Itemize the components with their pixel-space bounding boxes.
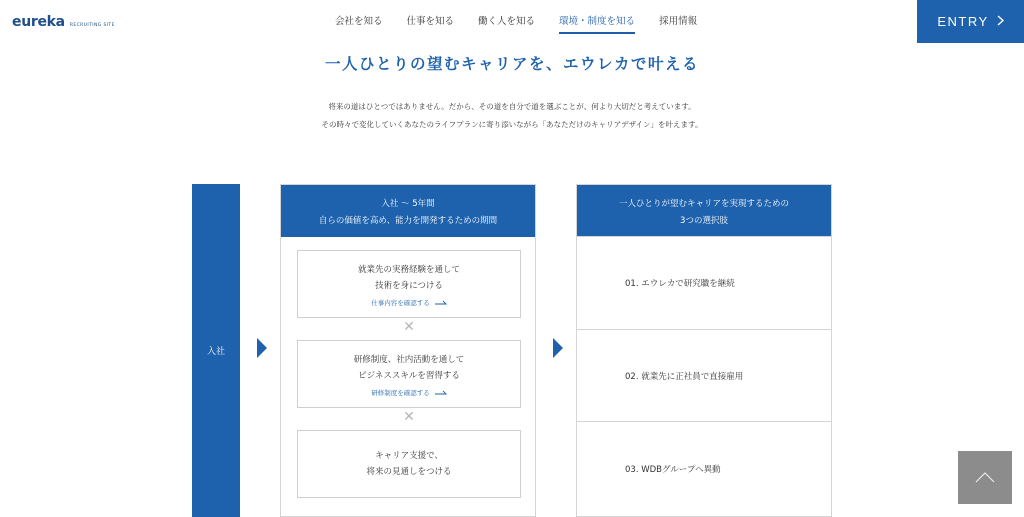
entry-column-label: 入社 bbox=[206, 347, 225, 357]
nav-item-company[interactable]: 会社を知る bbox=[335, 16, 383, 27]
link-label: 研修制度を確認する bbox=[371, 388, 430, 397]
flow-arrow-right-icon bbox=[257, 338, 267, 358]
logo-wordmark: eureka bbox=[12, 14, 65, 30]
back-to-top-button[interactable] bbox=[958, 451, 1012, 504]
phase-panel bbox=[280, 184, 536, 517]
logo-subtitle: RECRUITING SITE bbox=[69, 23, 115, 28]
box-text-line: 就業先の実務経験を通して bbox=[357, 264, 460, 275]
entry-button-label: ENTRY bbox=[937, 14, 989, 29]
box-text-line: 将来の見通しをつける bbox=[366, 467, 452, 477]
phase-box-career-support bbox=[297, 430, 521, 498]
section-description-line-1: 将来の道はひとつではありません。だから、その道を自分で道を選ぶことが、何より大切だと考えています。 bbox=[328, 102, 696, 111]
flow-arrow-right-icon bbox=[553, 338, 563, 358]
global-nav bbox=[323, 0, 709, 44]
check-work-link[interactable] bbox=[371, 298, 447, 307]
options-subheading: 3つの選択肢 bbox=[680, 215, 728, 226]
times-icon: ✕ bbox=[403, 409, 415, 425]
site-header bbox=[0, 0, 1024, 44]
section-description-line-2: その時々で変化していくあなたのライフプランに寄り添いながら「あなただけのキャリアデザイン」を叶えます。 bbox=[321, 120, 703, 129]
option-item bbox=[577, 329, 831, 421]
long-arrow-right-icon bbox=[435, 390, 447, 395]
section-title: 一人ひとりの望むキャリアを、エウレカで叶える bbox=[324, 55, 699, 73]
option-label: 03. WDBグループへ異動 bbox=[625, 465, 721, 475]
chevron-right-icon bbox=[997, 15, 1004, 29]
box-text-line: ビジネススキルを習得する bbox=[358, 370, 460, 381]
box-text-line: キャリア支援で、 bbox=[375, 451, 443, 461]
option-label: 01. エウレカで研究職を継続 bbox=[625, 279, 735, 289]
box-text-line: 研修制度、社内活動を通して bbox=[353, 354, 465, 365]
options-panel bbox=[576, 184, 832, 517]
phase-period: 入社 〜 5年間 bbox=[381, 198, 435, 209]
option-item bbox=[577, 236, 831, 329]
link-label: 仕事内容を確認する bbox=[371, 298, 430, 307]
chevron-up-icon bbox=[975, 472, 995, 483]
phase-box-training bbox=[297, 340, 521, 408]
box-text-line: 技術を身につける bbox=[375, 280, 443, 291]
phase-box-practical bbox=[297, 250, 521, 318]
check-training-link[interactable] bbox=[371, 388, 447, 397]
eureka-logo[interactable] bbox=[12, 14, 115, 30]
option-label: 02. 就業先に正社員で直接雇用 bbox=[625, 371, 744, 382]
entry-button[interactable] bbox=[917, 0, 1024, 43]
options-heading: 一人ひとりが望むキャリアを実現するための bbox=[618, 198, 789, 209]
nav-item-environment[interactable]: 環境・制度を知る bbox=[547, 0, 647, 44]
options-panel-header bbox=[577, 185, 831, 237]
nav-item-work[interactable]: 仕事を知る bbox=[406, 16, 455, 27]
nav-item-recruitment[interactable]: 採用情報 bbox=[659, 16, 698, 27]
nav-item-people[interactable]: 働く人を知る bbox=[478, 16, 536, 27]
option-item bbox=[577, 421, 831, 516]
phase-panel-header bbox=[281, 185, 535, 237]
phase-purpose: 自らの価値を高め、能力を開発するための期間 bbox=[318, 215, 498, 226]
entry-column bbox=[192, 184, 240, 517]
long-arrow-right-icon bbox=[435, 300, 447, 305]
times-icon: ✕ bbox=[403, 319, 415, 335]
